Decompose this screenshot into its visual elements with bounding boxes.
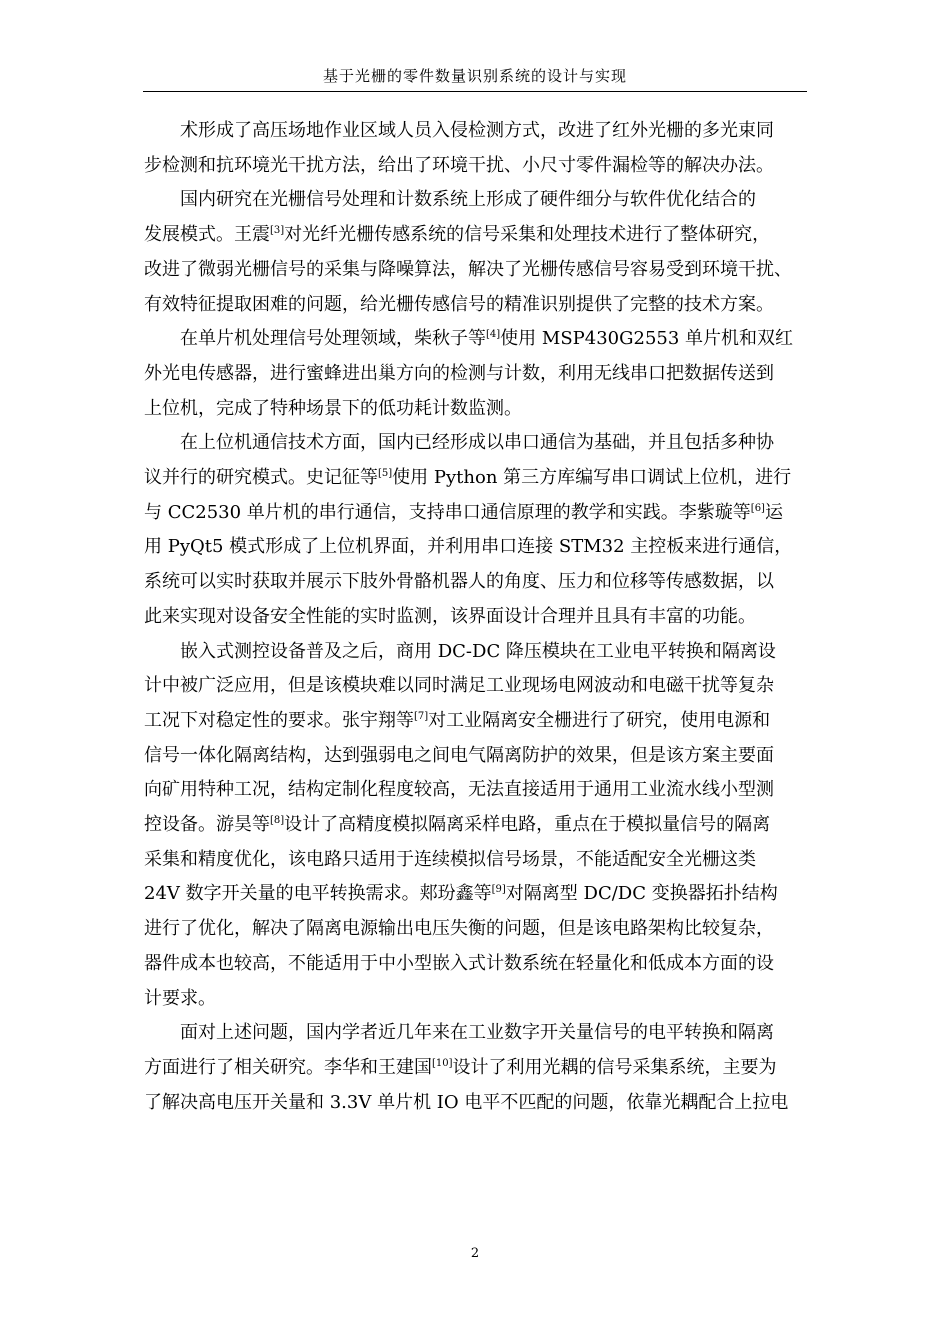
text-line <box>144 843 806 878</box>
line-text: 议并行的研究模式。史记征等 <box>144 467 378 489</box>
line-text-continued: 对工业隔离安全栅进行了研究，使用电源和 <box>428 709 771 731</box>
text-line <box>144 669 806 704</box>
line-text: 与 CC2530 单片机的串行通信，支持串口通信原理的教学和实践。李紫璇等 <box>144 501 751 523</box>
paragraph <box>144 114 806 183</box>
line-text: 步检测和抗环境光干扰方法，给出了环境干扰、小尺寸零件漏检等的解决办法。 <box>144 154 774 176</box>
text-line <box>144 1086 806 1121</box>
line-text: 嵌入式测控设备普及之后，商用 DC-DC 降压模块在工业电平转换和隔离设 <box>180 640 776 662</box>
line-text: 信号一体化隔离结构，达到强弱电之间电气隔离防护的效果，但是该方案主要面 <box>144 744 774 766</box>
line-text-continued: 设计了利用光耦的信号采集系统，主要为 <box>452 1056 777 1078</box>
line-text: 工况下对稳定性的要求。张宇翔等 <box>144 709 414 731</box>
line-text: 器件成本也较高，不能适用于中小型嵌入式计数系统在轻量化和低成本方面的设 <box>144 952 774 974</box>
line-text: 在单片机处理信号处理领域，柴秋子等 <box>180 328 486 350</box>
text-line <box>144 288 806 323</box>
line-text: 用 PyQt5 模式形成了上位机界面，并利用串口连接 STM32 主控板来进行通信， <box>144 536 793 558</box>
line-text: 计中被广泛应用，但是该模块难以同时满足工业现场电网波动和电磁干扰等复杂 <box>144 675 774 697</box>
citation-ref: [6] <box>750 502 765 514</box>
text-line <box>144 114 806 149</box>
line-text: 进行了优化，解决了隔离电源输出电压失衡的问题，但是该电路架构比较复杂， <box>144 918 774 940</box>
line-text-continued: 使用 MSP430G2553 单片机和双红 <box>500 328 794 350</box>
line-text: 上位机，完成了特种场景下的低功耗计数监测。 <box>144 397 522 419</box>
text-line <box>144 322 806 357</box>
text-line <box>144 600 806 635</box>
line-text: 采集和精度优化，该电路只适用于连续模拟信号场景，不能适配安全光栅这类 <box>144 848 756 870</box>
line-text-continued: 运 <box>764 501 783 523</box>
citation-ref: [7] <box>414 710 429 722</box>
text-line <box>144 982 806 1017</box>
paragraph <box>144 426 806 634</box>
text-line <box>144 808 806 843</box>
text-line <box>144 739 806 774</box>
text-line <box>144 496 806 531</box>
text-line <box>144 565 806 600</box>
line-text: 向矿用特种工况，结构定制化程度较高，无法直接适用于通用工业流水线小型测 <box>144 779 774 801</box>
text-line <box>144 1051 806 1086</box>
citation-ref: [8] <box>270 815 285 827</box>
line-text: 外光电传感器，进行蜜蜂进出巢方向的检测与计数，利用无线串口把数据传送到 <box>144 362 774 384</box>
line-text: 发展模式。王震 <box>144 224 270 246</box>
line-text: 控设备。游昊等 <box>144 814 270 836</box>
text-line <box>144 877 806 912</box>
text-line <box>144 357 806 392</box>
paragraph <box>144 1016 806 1120</box>
paragraph <box>144 322 806 426</box>
text-line <box>144 635 806 670</box>
line-text: 24V 数字开关量的电平转换需求。郏玢鑫等 <box>144 883 492 905</box>
text-line <box>144 773 806 808</box>
text-line <box>144 253 806 288</box>
body-text <box>144 114 806 1120</box>
line-text: 系统可以实时获取并展示下肢外骨骼机器人的角度、压力和位移等传感数据，以 <box>144 571 774 593</box>
text-line <box>144 947 806 982</box>
line-text: 计要求。 <box>144 987 216 1009</box>
text-line <box>144 426 806 461</box>
line-text-continued: 设计了高精度模拟隔离采样电路，重点在于模拟量信号的隔离 <box>284 814 771 836</box>
line-text-continued: 使用 Python 第三方库编写串口调试上位机，进行 <box>392 467 792 489</box>
citation-ref: [4] <box>486 329 501 341</box>
page-number: 2 <box>470 1246 480 1261</box>
paragraph <box>144 183 806 322</box>
text-line <box>144 1016 806 1051</box>
line-text: 改进了微弱光栅信号的采集与降噪算法，解决了光栅传感信号容易受到环境干扰、 <box>144 258 792 280</box>
line-text-continued: 对隔离型 DC/DC 变换器拓扑结构 <box>505 883 778 905</box>
line-text: 方面进行了相关研究。李华和王建国 <box>144 1056 432 1078</box>
text-line <box>144 218 806 253</box>
running-header: 基于光栅的零件数量识别系统的设计与实现 <box>322 67 627 85</box>
text-line <box>144 183 806 218</box>
line-text-continued: 对光纤光栅传感系统的信号采集和处理技术进行了整体研究， <box>284 224 771 246</box>
citation-ref: [10] <box>432 1057 453 1069</box>
line-text: 在上位机通信技术方面，国内已经形成以串口通信为基础，并且包括多种协 <box>180 432 774 454</box>
line-text: 此来实现对设备安全性能的实时监测，该界面设计合理并且具有丰富的功能。 <box>144 605 756 627</box>
citation-ref: [9] <box>491 884 506 896</box>
header-rule <box>143 91 807 92</box>
text-line <box>144 912 806 947</box>
line-text: 国内研究在光栅信号处理和计数系统上形成了硬件细分与软件优化结合的 <box>180 189 756 211</box>
line-text: 术形成了高压场地作业区域人员入侵检测方式，改进了红外光栅的多光束同 <box>180 120 774 141</box>
text-line <box>144 149 806 184</box>
paragraph <box>144 635 806 1017</box>
text-line <box>144 530 806 565</box>
citation-ref: [3] <box>270 225 285 237</box>
line-text: 有效特征提取困难的问题，给光栅传感信号的精准识别提供了完整的技术方案。 <box>144 293 774 315</box>
text-line <box>144 704 806 739</box>
citation-ref: [5] <box>378 468 393 480</box>
text-line <box>144 392 806 427</box>
text-line <box>144 461 806 496</box>
line-text: 了解决高电压开关量和 3.3V 单片机 IO 电平不匹配的问题，依靠光耦配合上拉电 <box>144 1091 789 1113</box>
line-text: 面对上述问题，国内学者近几年来在工业数字开关量信号的电平转换和隔离 <box>180 1022 774 1044</box>
